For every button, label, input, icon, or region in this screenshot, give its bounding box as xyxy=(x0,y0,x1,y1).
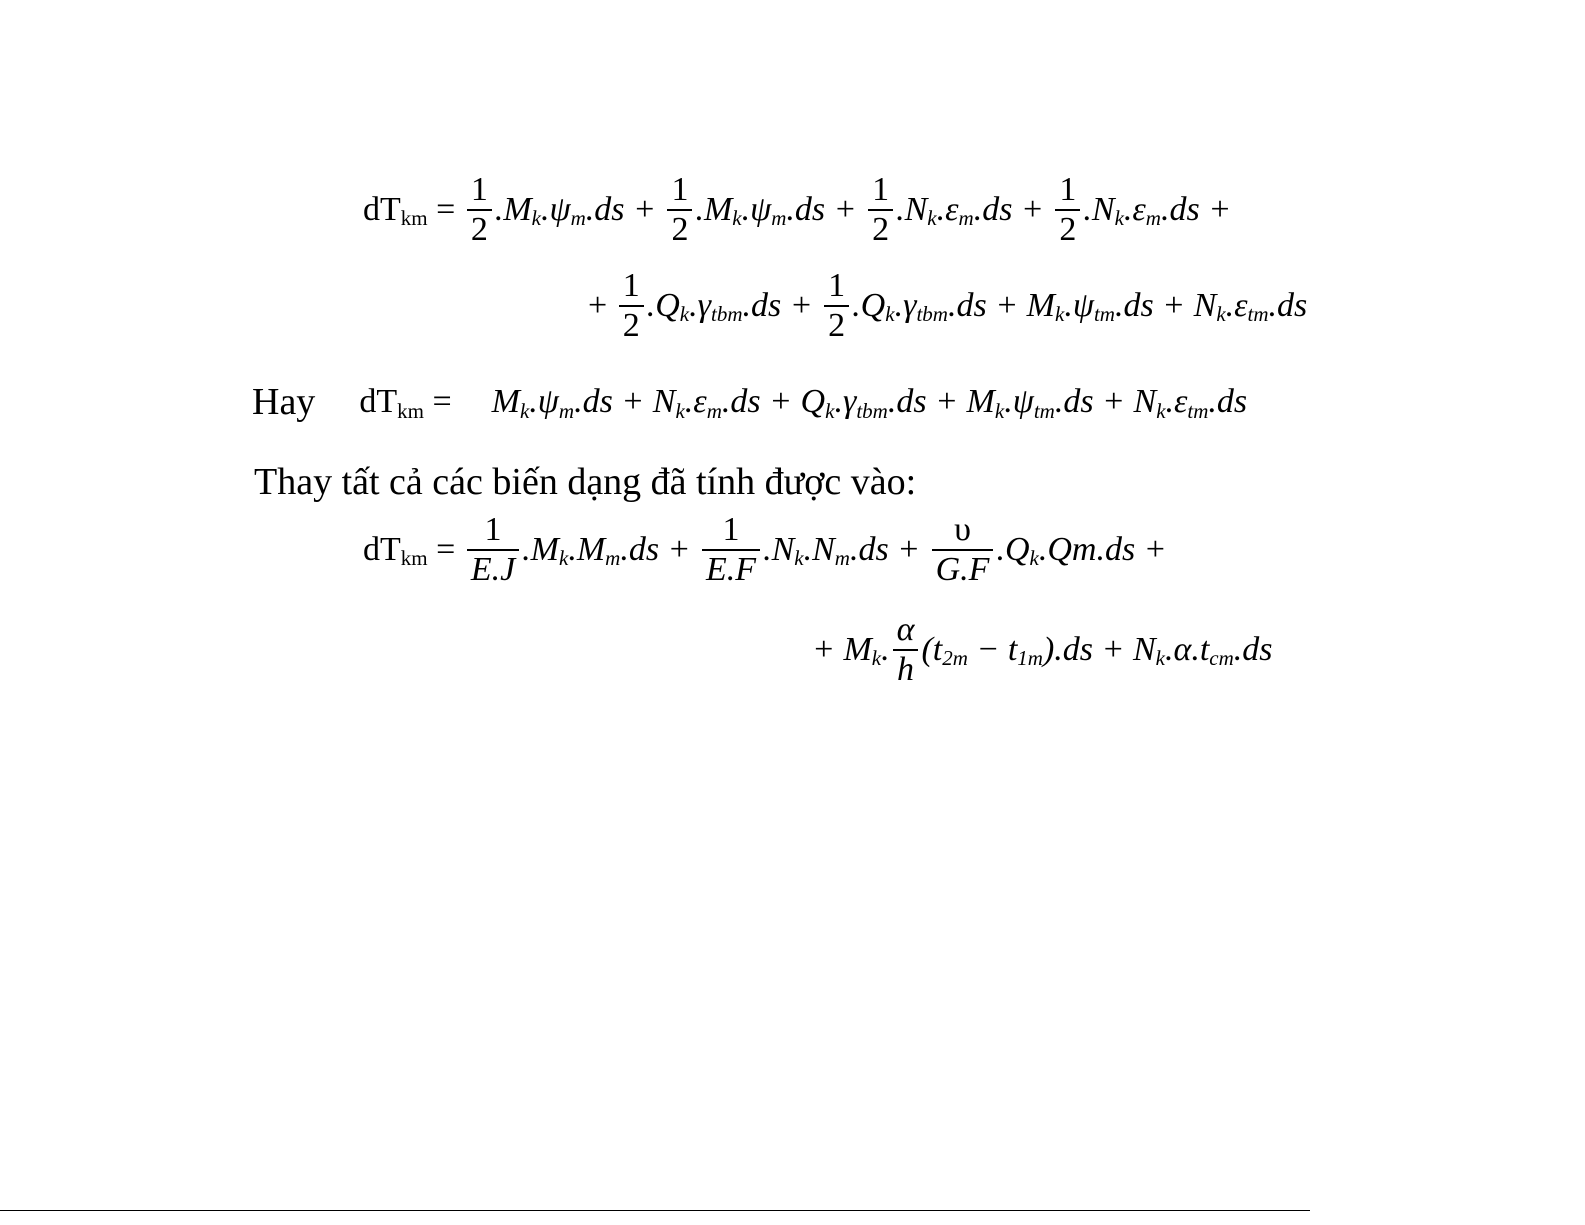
term-tail: .ds + xyxy=(947,286,1027,324)
term-tail: .ds + xyxy=(1114,286,1194,324)
term-tail: .ds xyxy=(1268,286,1308,324)
term-symbol: .N xyxy=(1083,190,1115,228)
fraction-half xyxy=(868,172,893,247)
fraction-denominator: 2 xyxy=(1055,209,1080,248)
term-subscript: m xyxy=(771,206,787,231)
term-symbol: .ε xyxy=(1225,286,1248,324)
term-tail: .ds + xyxy=(742,286,822,324)
fraction-numerator: 1 xyxy=(484,511,502,548)
term-symbol: N xyxy=(652,383,676,420)
term-symbol: .ψ xyxy=(741,190,772,228)
term-tail: .ds xyxy=(1233,630,1273,668)
term-subscript: k xyxy=(1029,546,1039,571)
fraction-denominator: 2 xyxy=(467,209,492,248)
term-symbol: .N xyxy=(803,530,835,568)
term-subscript: k xyxy=(675,398,685,423)
term-tail: .ds + xyxy=(721,383,801,420)
fraction-numerator: 1 xyxy=(622,267,640,304)
term-subscript: k xyxy=(559,546,569,571)
fraction-denominator: 2 xyxy=(868,209,893,248)
term-subscript: k xyxy=(885,302,895,327)
term-subscript: m xyxy=(958,206,974,231)
term-subscript: tbm xyxy=(916,302,948,327)
term-tail: .ds xyxy=(1208,383,1248,420)
term-tail: .ds + xyxy=(887,383,967,420)
term-subscript: k xyxy=(519,398,530,423)
term-subscript: 2m xyxy=(942,646,968,671)
fraction-half xyxy=(619,268,644,343)
lhs-dT: dT xyxy=(363,530,401,568)
equation-3-line-2 xyxy=(812,612,1273,687)
fraction-denominator: E.J xyxy=(467,549,519,588)
term-symbol: .Q xyxy=(646,286,680,324)
term-symbol: .ψ xyxy=(1064,286,1094,324)
term-subscript: k xyxy=(1155,646,1165,671)
term-subscript: 1m xyxy=(1017,646,1043,671)
term-tail: .ds + xyxy=(786,190,866,228)
term-symbol: Q xyxy=(800,383,826,420)
term-symbol: .ψ xyxy=(1004,383,1034,420)
term-subscript: k xyxy=(732,206,742,231)
term-symbol: .Q xyxy=(996,530,1030,568)
term-subscript: tm xyxy=(1247,302,1269,327)
equals-sign: = xyxy=(427,190,464,228)
fraction-numerator: 1 xyxy=(671,171,689,208)
fraction-half xyxy=(467,172,492,247)
term-subscript: k xyxy=(994,398,1005,423)
fraction-denominator: 2 xyxy=(824,305,849,344)
term-tail: .ds + xyxy=(620,530,700,568)
term-symbol: .ψ xyxy=(540,190,571,228)
term-symbol: .ε xyxy=(1165,383,1188,420)
term-subscript: m xyxy=(570,206,586,231)
fraction-numerator: α xyxy=(896,611,915,648)
fraction-half xyxy=(824,268,849,343)
term-tail: .ds + xyxy=(574,383,653,420)
equals-sign: = xyxy=(427,530,464,568)
body-sentence: Thay tất cả các biến dạng đã tính được vào: xyxy=(254,461,917,503)
fraction-alpha-over-h xyxy=(893,612,919,687)
plus-sign: + xyxy=(588,286,616,324)
term-symbol: M xyxy=(1026,286,1055,324)
term-subscript: cm xyxy=(1209,646,1234,671)
term-dot: . xyxy=(881,630,890,668)
term-tail: .ds + xyxy=(849,530,929,568)
term-subscript: k xyxy=(1156,398,1166,423)
term-symbol: .ε xyxy=(684,383,707,420)
fraction-numerator: 1 xyxy=(828,267,846,304)
term-subscript: tm xyxy=(1093,302,1115,327)
term-tail: .ds + xyxy=(1160,190,1232,228)
term-symbol: M xyxy=(491,383,520,420)
term-tail: .Qm.ds + xyxy=(1038,530,1167,568)
term-symbol: (t xyxy=(921,630,943,668)
term-symbol: N xyxy=(1193,286,1217,324)
fraction-denominator: G.F xyxy=(932,549,994,588)
term-subscript: tm xyxy=(1187,398,1209,423)
term-subscript: k xyxy=(871,646,882,671)
term-symbol: .γ xyxy=(894,286,917,324)
term-symbol: N xyxy=(1133,383,1157,420)
fraction-numerator: 1 xyxy=(1059,171,1077,208)
equation-2 xyxy=(252,380,1247,424)
term-subscript: m xyxy=(605,546,621,571)
term-symbol: .ε xyxy=(936,190,959,228)
fraction-numerator: υ xyxy=(954,511,971,548)
term-tail: .ds + xyxy=(973,190,1053,228)
term-subscript: k xyxy=(1054,302,1065,327)
term-symbol: .Q xyxy=(852,286,886,324)
lhs-subscript: km xyxy=(397,398,424,423)
equals-sign: = xyxy=(423,383,452,420)
term-symbol: + M xyxy=(812,630,872,668)
term-symbol: .M xyxy=(522,530,559,568)
fraction-denominator: 2 xyxy=(619,305,644,344)
term-subscript: tm xyxy=(1033,398,1055,423)
term-subscript: m xyxy=(1145,206,1161,231)
lhs-subscript: km xyxy=(400,546,428,571)
equation-1-line-1 xyxy=(363,172,1231,247)
term-symbol: ).ds + N xyxy=(1042,630,1156,668)
fraction-1-over-EJ xyxy=(467,512,519,587)
fraction-denominator: 2 xyxy=(667,209,692,248)
term-subscript: k xyxy=(927,206,937,231)
fraction-half xyxy=(667,172,692,247)
term-symbol: .M xyxy=(568,530,606,568)
term-tail: .ds + xyxy=(1054,383,1134,420)
term-subscript: k xyxy=(679,302,690,327)
term-subscript: tbm xyxy=(856,398,888,423)
fraction-half xyxy=(1055,172,1080,247)
lhs-dT: dT xyxy=(359,383,398,420)
lhs-subscript: km xyxy=(400,206,428,231)
term-symbol: .ψ xyxy=(529,383,559,420)
footer-rule xyxy=(0,1210,1310,1211)
term-subscript: tbm xyxy=(710,302,743,327)
fraction-numerator: 1 xyxy=(872,171,890,208)
lhs-dT: dT xyxy=(363,190,401,228)
term-subscript: m xyxy=(834,546,850,571)
term-subscript: k xyxy=(794,546,804,571)
fraction-denominator: E.F xyxy=(702,549,760,588)
term-subscript: k xyxy=(531,206,541,231)
term-symbol: M xyxy=(966,383,995,420)
fraction-denominator: h xyxy=(893,649,918,688)
term-subscript: k xyxy=(1114,206,1124,231)
term-symbol: − t xyxy=(967,630,1018,668)
term-subscript: k xyxy=(825,398,835,423)
term-symbol: .γ xyxy=(689,286,711,324)
fraction-upsilon-over-GF xyxy=(932,512,994,587)
term-symbol: .M xyxy=(695,190,733,228)
term-symbol: .γ xyxy=(834,383,857,420)
label-hay: Hay xyxy=(252,381,316,423)
term-symbol: .N xyxy=(896,190,928,228)
term-symbol: .ε xyxy=(1123,190,1146,228)
term-symbol: .α.t xyxy=(1164,630,1210,668)
fraction-numerator: 1 xyxy=(470,171,488,208)
term-subscript: m xyxy=(706,398,722,423)
term-symbol: .N xyxy=(763,530,795,568)
term-subscript: m xyxy=(558,398,575,423)
equation-1-line-2 xyxy=(588,268,1307,343)
term-tail: .ds + xyxy=(585,190,665,228)
equation-3-line-1 xyxy=(363,512,1167,587)
term-symbol: .M xyxy=(494,190,532,228)
term-subscript: k xyxy=(1216,302,1226,327)
fraction-1-over-EF xyxy=(702,512,760,587)
fraction-numerator: 1 xyxy=(722,511,740,548)
